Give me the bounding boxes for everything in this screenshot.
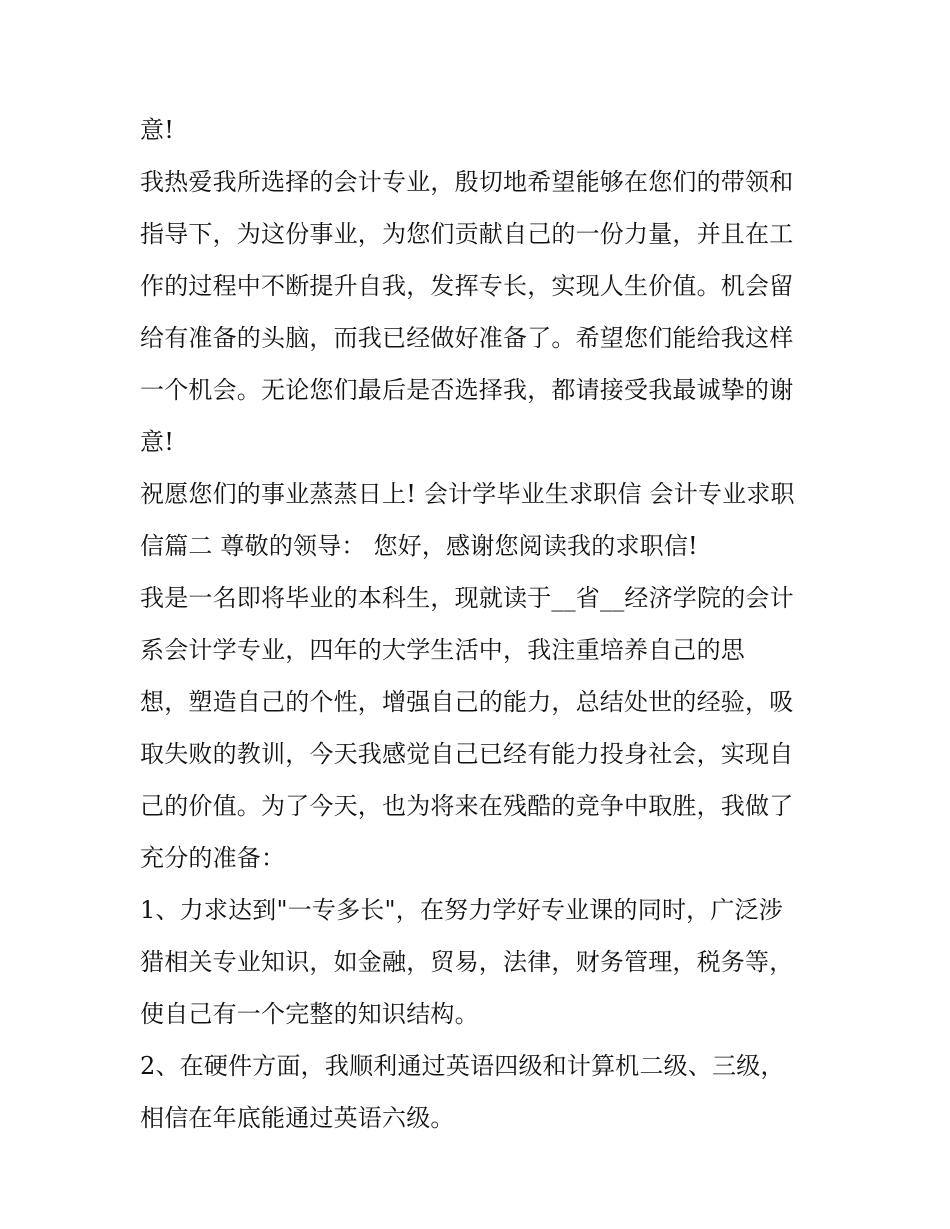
text-line: 一个机会。无论您们最后是否选择我，都请接受我最诚挚的谢 (140, 376, 794, 404)
text-line: 作的过程中不断提升自我，发挥专长，实现人生价值。机会留 (140, 272, 794, 300)
text-line: 信篇二 尊敬的领导： 您好，感谢您阅读我的求职信! (140, 532, 698, 560)
text-line: 我热爱我所选择的会计专业，殷切地希望能够在您们的带领和 (140, 168, 794, 196)
text-line: 取失败的教训，今天我感觉自己已经有能力投身社会，实现自 (140, 740, 794, 768)
text-line: 猎相关专业知识，如金融，贸易，法律，财务管理，税务等， (140, 948, 794, 976)
text-line: 相信在年底能通过英语六级。 (140, 1104, 455, 1132)
text-line: 意! (140, 116, 175, 144)
text-line: 我是一名即将毕业的本科生，现就读于__省__经济学院的会计 (140, 584, 794, 612)
text-line: 1、力求达到"一专多长"，在努力学好专业课的同时，广泛涉 (140, 896, 783, 924)
text-line: 系会计学专业，四年的大学生活中，我注重培养自己的思 (140, 636, 745, 664)
text-line: 想，塑造自己的个性，增强自己的能力，总结处世的经验，吸 (140, 688, 794, 716)
text-line: 祝愿您们的事业蒸蒸日上! 会计学毕业生求职信 会计专业求职 (140, 480, 795, 508)
text-line: 指导下，为这份事业，为您们贡献自己的一份力量，并且在工 (140, 220, 794, 248)
text-line: 使自己有一个完整的知识结构。 (140, 1000, 479, 1028)
text-line: 意! (140, 428, 175, 456)
text-line: 充分的准备： (140, 844, 286, 872)
text-line: 2、在硬件方面，我顺利通过英语四级和计算机二级、三级， (140, 1052, 785, 1080)
text-line: 给有准备的头脑，而我已经做好准备了。希望您们能给我这样 (140, 324, 794, 352)
document-body (140, 104, 820, 1144)
text-line: 己的价值。为了今天，也为将来在残酷的竞争中取胜，我做了 (140, 792, 794, 820)
